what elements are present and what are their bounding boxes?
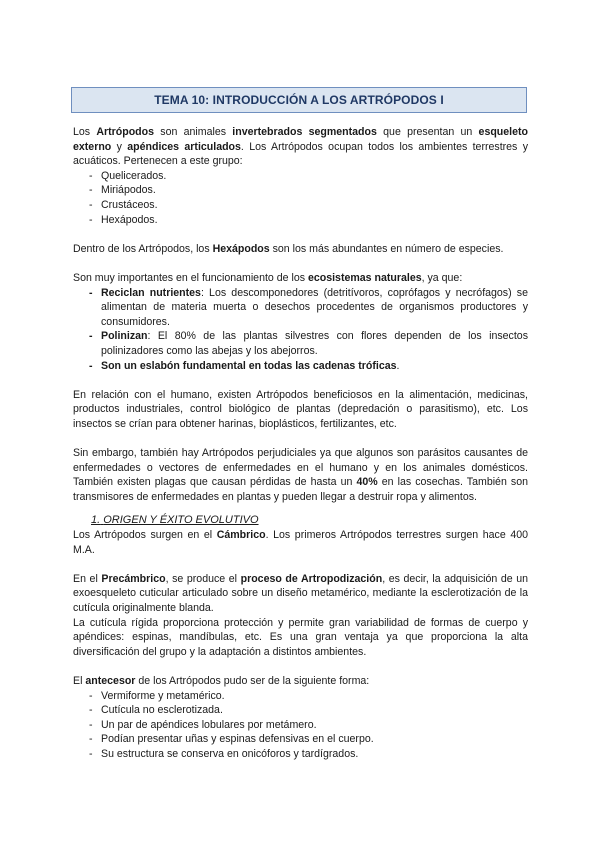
hexapods-paragraph: Dentro de los Artrópodos, los Hexápodos son los más abundantes en número de especies. [73,242,504,255]
groups-list [73,169,528,227]
harms-paragraph: Sin embargo, también hay Artrópodos perjudiciales ya que algunos son parásitos causantes de enfermedades o vectores de enfermedades en el humano y en los animales domésticos. También existen plagas que causan pérdidas de hasta un 40% en las cosechas. También son transmisores de enfermedades en plantas y pueden llegar a destruir ropa y alimentos. [73,447,529,503]
list-item: - Hexápodos. [89,213,158,226]
benefits-paragraph: En relación con el humano, existen Artrópodos beneficiosos en la alimentación, medicinas, productos industriales, control biológico de plantas (depredación o parasitismo), etc. Los insectos se crían para obtener harinas, bioplásticos, fertilizantes, etc. [73,388,528,430]
list-item: - Su estructura se conserva en onicóforos y tardígrados. [89,747,359,760]
list-item: - Son un eslabón fundamental en todas las cadenas tróficas. [89,359,400,372]
list-item: - Miriápodos. [89,184,156,197]
list-item: - Polinizan: El 80% de las plantas silvestres con flores dependen de los insectos polinizadores como las abejas y los abejorros. [89,330,528,357]
ancestor-list [73,689,528,762]
ecosystems-paragraph: Son muy importantes en el funcionamiento de los ecosistemas naturales, ya que: [73,271,463,284]
precambrian-paragraph: En el Precámbrico, se produce el proceso de Artropodización, es decir, la adquisición de un exoesqueleto cuticular articulado sobre un diseño metamérico, mediante la esclerotización de la cutícula originalmente blanda. [73,572,528,614]
page-title: TEMA 10: INTRODUCCIÓN A LOS ARTRÓPODOS I [154,93,444,107]
list-item: - Un par de apéndices lobulares por metámero. [89,718,317,731]
section-heading-origin: 1. ORIGEN Y ÉXITO EVOLUTIVO [91,514,259,527]
ancestor-paragraph: El antecesor de los Artrópodos pudo ser de la siguiente forma: [73,674,370,687]
intro-paragraph: Los Artrópodos son animales invertebrados segmentados que presentan un esqueleto externo y apéndices articulados. Los Artrópodos ocupan todos los ambientes terrestres y acuáticos. Pertenecen a este grupo: [73,126,528,168]
document-body [73,125,528,762]
list-item: - Cutícula no esclerotizada. [89,704,223,717]
title-box [71,87,527,113]
list-item: - Crustáceos. [89,198,158,211]
cuticle-paragraph: La cutícula rígida proporciona protección y permite gran variabilidad de formas de cuerpo y apéndices: espinas, mandíbulas, etc. Es una gran ventaja ya que proporciona la alta diversificación del grupo y la adaptación a distintos ambientes. [73,616,528,658]
list-item: - Reciclan nutrientes: Los descomponedores (detritívoros, coprófagos y necrófagos) se alimentan de materia muerta o desechos procedentes de organismos productores y consumidores. [89,286,528,328]
list-item: - Podían presentar uñas y espinas defensivas en el cuerpo. [89,733,374,746]
roles-list [73,286,528,374]
list-item: - Quelicerados. [89,169,167,182]
list-item: - Vermiforme y metamérico. [89,689,225,702]
cambrian-paragraph: Los Artrópodos surgen en el Cámbrico. Los primeros Artrópodos terrestres surgen hace 400 M.A. [73,529,528,556]
